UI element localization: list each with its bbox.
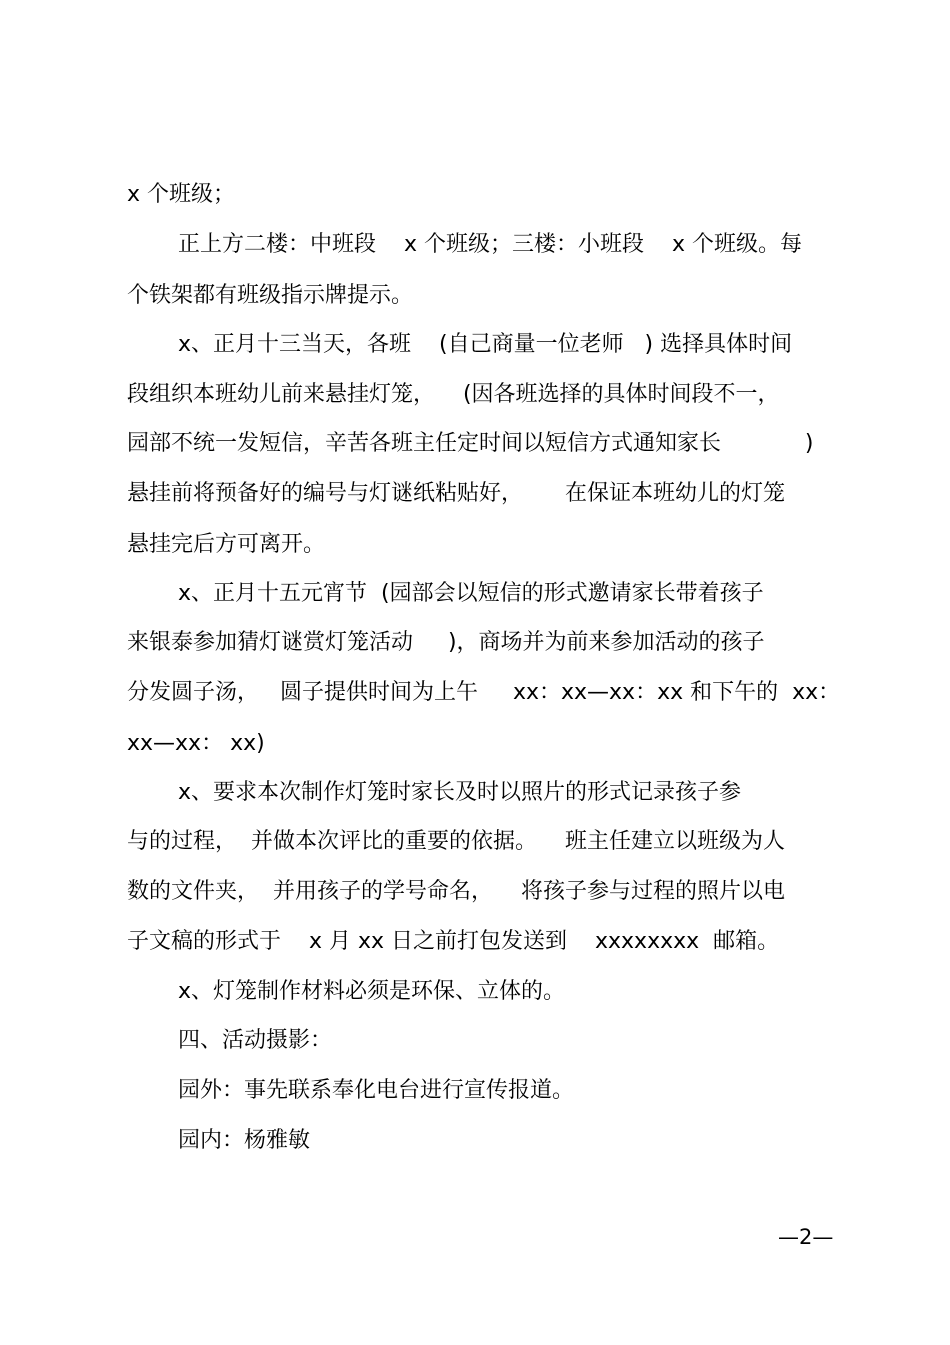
- text-line: x、灯笼制作材料必须是环保、立体的。: [178, 979, 566, 1004]
- text-line: xx—xx： xx): [127, 731, 265, 756]
- text-line: 子文稿的形式于 x 月 xx 日之前打包发送到 xxxxxxxx 邮箱。: [127, 929, 780, 954]
- page-number: —2—: [778, 1225, 834, 1249]
- text-line: x、要求本次制作灯笼时家长及时以照片的形式记录孩子参: [178, 780, 742, 805]
- text-line: 分发圆子汤， 圆子提供时间为上午 xx：xx—xx：xx 和下午的 xx：: [127, 680, 841, 705]
- text-line: 悬挂前将预备好的编号与灯谜纸粘贴好， 在保证本班幼儿的灯笼: [127, 481, 785, 506]
- text-line: 段组织本班幼儿前来悬挂灯笼， (因各班选择的具体时间段不一，: [127, 382, 780, 407]
- text-line: x、正月十五元宵节 (园部会以短信的形式邀请家长带着孩子: [178, 581, 764, 606]
- text-line: 数的文件夹， 并用孩子的学号命名， 将孩子参与过程的照片以电: [127, 879, 785, 904]
- text-line: 悬挂完后方可离开。: [127, 532, 326, 557]
- text-line: 正上方二楼：中班段 x 个班级；三楼：小班段 x 个班级。每: [178, 232, 802, 257]
- text-line: 与的过程， 并做本次评比的重要的依据。 班主任建立以班级为人: [127, 829, 785, 854]
- text-line: 园外：事先联系奉化电台进行宣传报道。: [178, 1078, 575, 1103]
- text-line: 园内：杨雅敏: [178, 1128, 311, 1153]
- text-line: 来银泰参加猜灯谜赏灯笼活动 )，商场并为前来参加活动的孩子: [127, 630, 765, 655]
- text-line: 个铁架都有班级指示牌提示。: [127, 283, 414, 308]
- text-line: x、正月十三当天，各班 (自己商量一位老师 ) 选择具体时间: [178, 332, 793, 357]
- text-line: 园部不统一发短信，辛苦各班主任定时间以短信方式通知家长 ): [127, 431, 814, 456]
- text-line: x 个班级；: [127, 182, 236, 207]
- section-heading: 四、活动摄影：: [178, 1028, 333, 1053]
